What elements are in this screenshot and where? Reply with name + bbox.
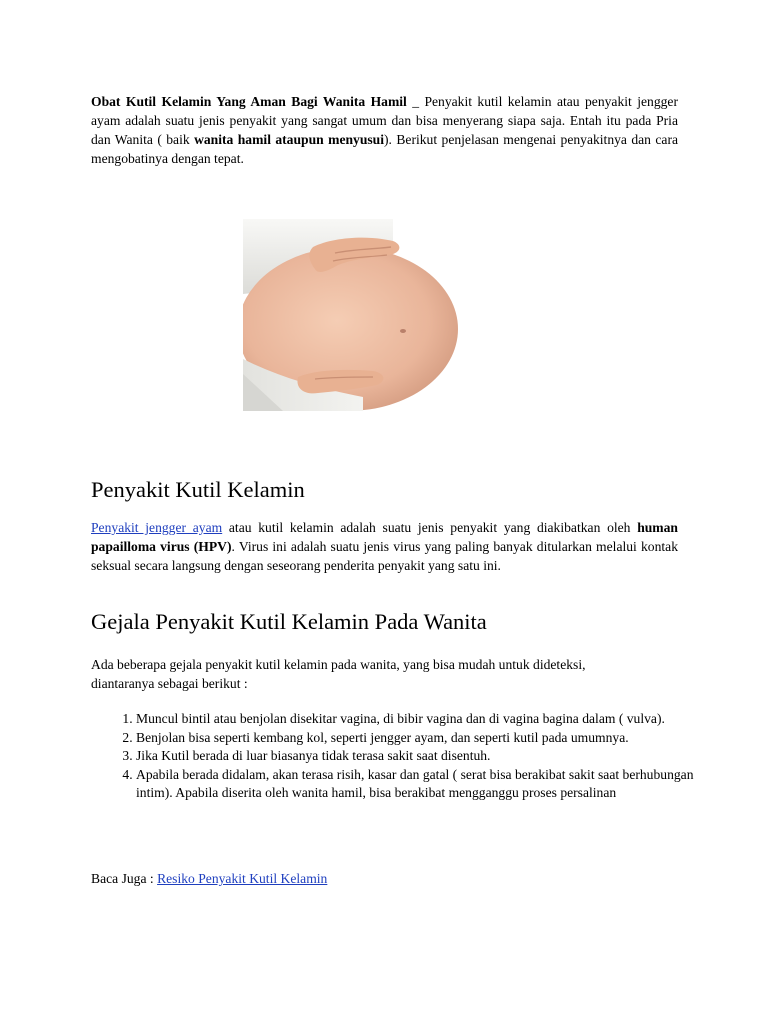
intro-paragraph (91, 92, 678, 168)
list-item: 3. Jika Kutil berada di luar biasanya tidak terasa sakit saat disentuh. (136, 747, 726, 766)
symptom-list (91, 710, 726, 803)
hpv-bold: human papailloma virus (HPV) (91, 520, 678, 554)
resiko-link[interactable]: Resiko Penyakit Kutil Kelamin (157, 871, 328, 886)
gejala-intro: Ada beberapa gejala penyakit kutil kelamin pada wanita, yang bisa mudah untuk dideteksi, diantaranya sebagai berikut : (91, 657, 586, 691)
hpv-text-2: . Virus ini adalah suatu jenis virus yang paling banyak ditularkan melalui kontak seksual secara langsung dengan seseorang penderita penyakit yang satu ini. (91, 539, 678, 573)
list-item: 4. Apabila berada didalam, akan terasa risih, kasar dan gatal ( serat bisa berakibat sakit saat berhubungan intim). Apabila diserita oleh wanita hamil, bisa berakibat mengganggu proses persalinan (136, 766, 726, 803)
penyakit-jengger-ayam-link[interactable]: Penyakit jengger ayam (91, 520, 223, 535)
list-item: 2. Benjolan bisa seperti kembang kol, seperti jengger ayam, dan seperti kutil pada umumnya. (136, 729, 726, 748)
intro-text-1: _ Penyakit kutil kelamin atau penyakit jengger ayam adalah suatu jenis penyakit yang sangat umum dan bisa menyerang siapa saja. Entah itu pada Pria dan Wanita ( baik (91, 94, 678, 147)
heading-gejala: Gejala Penyakit Kutil Kelamin Pada Wanita (91, 609, 487, 634)
pregnant-belly-photo (243, 219, 527, 411)
intro-title: Obat Kutil Kelamin Yang Aman Bagi Wanita Hamil (91, 94, 407, 109)
hpv-text-1: atau kutil kelamin adalah suatu jenis penyakit yang diakibatkan oleh (222, 520, 638, 535)
heading-penyakit-kutil-kelamin: Penyakit Kutil Kelamin (91, 477, 305, 502)
baca-juga-label: Baca Juga : (91, 871, 158, 886)
hpv-paragraph (91, 518, 678, 575)
intro-text-3: ). Berikut penjelasan mengenai penyakitnya dan cara mengobatinya dengan tepat. (91, 132, 679, 166)
list-item: 1. Muncul bintil atau benjolan disekitar vagina, di bibir vagina dan di vagina bagina dalam ( vulva). (136, 710, 726, 729)
baca-juga (91, 869, 327, 888)
intro-bold-text: wanita hamil ataupun menyusui (194, 132, 385, 147)
